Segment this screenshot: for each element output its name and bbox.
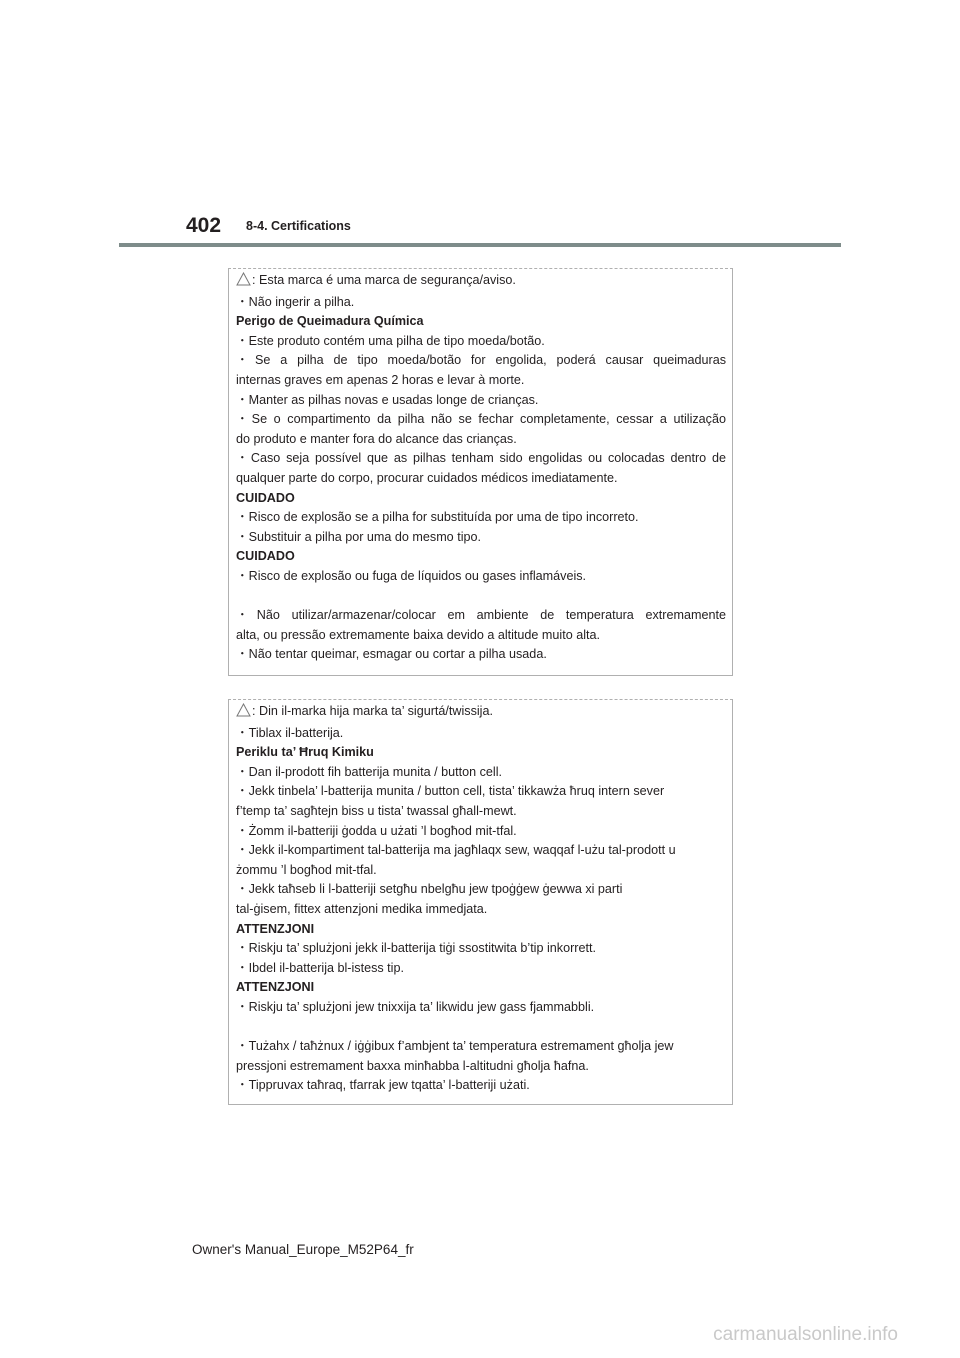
line-1: ・Não ingerir a pilha. — [236, 294, 355, 309]
line-6: ・Manter as pilhas novas e usadas longe de crianças. — [236, 392, 539, 407]
battery-warning-box-maltese — [228, 699, 733, 1105]
line-4: ・Se a pilha de tipo moeda/botão for engolida, poderá causar queimaduras — [236, 353, 726, 368]
heading-chemical-burn: Periklu ta’ Ħruq Kimiku — [236, 745, 374, 760]
line-18: ・Tippruvax taħraq, tfarrak jew tqatta’ l-batteriji użati. — [236, 1078, 530, 1093]
warning-triangle-icon — [236, 272, 251, 293]
page-number: 402 — [186, 214, 222, 237]
line-10: qualquer parte do corpo, procurar cuidados médicos imediatamente. — [236, 470, 618, 485]
warning-triangle-icon — [236, 703, 251, 724]
line-13: ・Ibdel il-batterija bl-istess tip. — [236, 960, 404, 975]
line-10: tal-ġisem, fittex attenzjoni medika immedjata. — [236, 901, 488, 916]
heading-caution-1: ATTENZJONI — [236, 921, 315, 936]
line-15: ・Risco de explosão ou fuga de líquidos ou gases inflamáveis. — [236, 568, 587, 583]
spacer — [236, 587, 726, 607]
battery-warning-box-portuguese — [228, 268, 733, 676]
line-8: żommu ’l bogħod mit-tfal. — [236, 862, 377, 877]
line-6: ・Żomm il-batteriji ġodda u użati ’l bogħod mit-tfal. — [236, 823, 517, 838]
site-watermark: carmanualsonline.info — [713, 1324, 898, 1345]
line-3: ・Dan il-prodott fih batterija munita / button cell. — [236, 764, 502, 779]
warning-mark-text: : Esta marca é uma marca de segurança/aviso. — [252, 273, 516, 287]
heading-chemical-burn: Perigo de Queimadura Química — [236, 314, 424, 329]
line-12: ・Risco de explosão se a pilha for substituída por uma de tipo incorreto. — [236, 510, 639, 525]
warning-mark-text: : Din il-marka hija marka ta’ sigurtá/twissija. — [252, 704, 493, 718]
line-16: ・Não utilizar/armazenar/colocar em ambiente de temperatura extremamente — [236, 608, 726, 623]
line-5: f’temp ta’ sagħtejn biss u tista’ twassal għall-mewt. — [236, 803, 517, 818]
line-18: ・Não tentar queimar, esmagar ou cortar a pilha usada. — [236, 647, 547, 662]
line-9: ・Caso seja possível que as pilhas tenham sido engolidas ou colocadas dentro de — [236, 451, 726, 466]
section-title: 8-4. Certifications — [246, 219, 351, 233]
line-5: internas graves em apenas 2 horas e levar à morte. — [236, 372, 525, 387]
line-9: ・Jekk taħseb li l-batteriji setgħu nbelgħu jew tpoġġew ġewwa xi parti — [236, 882, 623, 897]
warning-mark-line — [236, 702, 726, 724]
line-15: ・Riskju ta’ splużjoni jew tnixxija ta’ likwidu jew gass fjammabbli. — [236, 999, 595, 1014]
manual-footer: Owner's Manual_Europe_M52P64_fr — [192, 1242, 414, 1257]
spacer — [236, 1018, 726, 1038]
line-13: ・Substituir a pilha por uma do mesmo tipo. — [236, 529, 481, 544]
line-17: pressjoni estremament baxxa minħabba l-altitudni għolja ħafna. — [236, 1058, 589, 1073]
line-1: ・Tiblax il-batterija. — [236, 725, 344, 740]
heading-caution-1: CUIDADO — [236, 490, 295, 505]
line-7: ・Se o compartimento da pilha não se fechar completamente, cessar a utilização — [236, 412, 726, 427]
line-8: do produto e manter fora do alcance das crianças. — [236, 431, 517, 446]
warning-mark-line — [236, 271, 726, 293]
line-4: ・Jekk tinbela’ l-batterija munita / button cell, tista’ tikkawża ħruq intern sever — [236, 784, 665, 799]
line-3: ・Este produto contém uma pilha de tipo moeda/botão. — [236, 333, 545, 348]
line-7: ・Jekk il-kompartiment tal-batterija ma jagħlaqx sew, waqqaf l-użu tal-prodott u — [236, 843, 676, 858]
heading-caution-2: CUIDADO — [236, 549, 295, 564]
line-16: ・Tużahx / taħżnux / iġġibux f’ambjent ta’ temperatura estremament għolja jew — [236, 1039, 674, 1054]
line-17: alta, ou pressão extremamente baixa devido a altitude muito alta. — [236, 627, 601, 642]
heading-caution-2: ATTENZJONI — [236, 980, 315, 995]
line-12: ・Riskju ta’ splużjoni jekk il-batterija tiġi ssostitwita b’tip inkorrett. — [236, 941, 596, 956]
header-divider — [119, 243, 841, 247]
